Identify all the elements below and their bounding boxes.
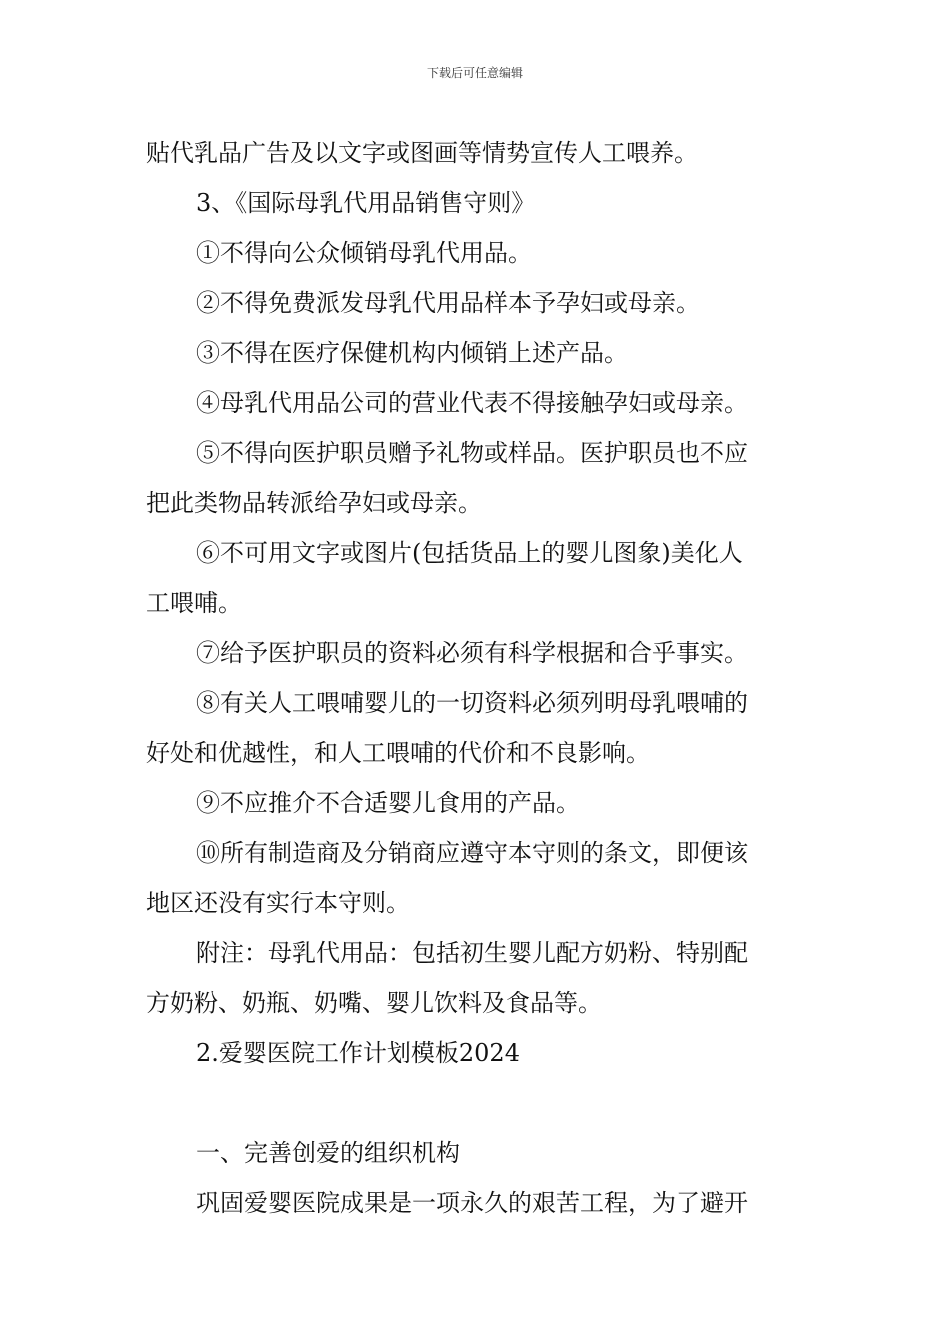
page-header: 下载后可任意编辑 [426, 66, 523, 80]
text-line-3: ①不得向公众倾销母乳代用品。 [196, 239, 532, 267]
text-line-2: 3、《国际母乳代用品销售守则》 [196, 189, 536, 217]
text-line-1: 贴代乳品广告及以文字或图画等情势宣传人工喂养。 [146, 139, 698, 167]
text-line-9: ⑥不可用文字或图片(包括货品上的婴儿图象)美化人 [196, 539, 743, 567]
subsection-heading-organization: 一、完善创爱的组织机构 [196, 1139, 460, 1167]
text-line-5: ③不得在医疗保健机构内倾销上述产品。 [196, 339, 628, 367]
text-line-7: ⑤不得向医护职员赠予礼物或样品。医护职员也不应 [196, 439, 748, 467]
text-line-8: 把此类物品转派给孕妇或母亲。 [146, 489, 482, 517]
text-line-14: ⑨不应推介不合适婴儿食用的产品。 [196, 789, 580, 817]
section-heading-plan: 2.爱婴医院工作计划模板2024 [196, 1039, 520, 1067]
text-line-11: ⑦给予医护职员的资料必须有科学根据和合乎事实。 [196, 639, 748, 667]
text-line-6: ④母乳代用品公司的营业代表不得接触孕妇或母亲。 [196, 389, 748, 417]
text-line-18: 方奶粉、奶瓶、奶嘴、婴儿饮料及食品等。 [146, 989, 602, 1017]
text-line-12: ⑧有关人工喂哺婴儿的一切资料必须列明母乳喂哺的 [196, 689, 748, 717]
text-line-22: 巩固爱婴医院成果是一项永久的艰苦工程，为了避开 [196, 1189, 748, 1217]
text-line-16: 地区还没有实行本守则。 [146, 889, 410, 917]
text-line-10: 工喂哺。 [146, 589, 242, 617]
blank-line [146, 1078, 808, 1128]
text-line-15: ⑩所有制造商及分销商应遵守本守则的条文，即便该 [196, 839, 748, 867]
text-line-13: 好处和优越性，和人工喂哺的代价和不良影响。 [146, 739, 650, 767]
text-line-17: 附注：母乳代用品：包括初生婴儿配方奶粉、特别配 [196, 939, 748, 967]
text-line-4: ②不得免费派发母乳代用品样本予孕妇或母亲。 [196, 289, 700, 317]
document-body [146, 128, 808, 1228]
